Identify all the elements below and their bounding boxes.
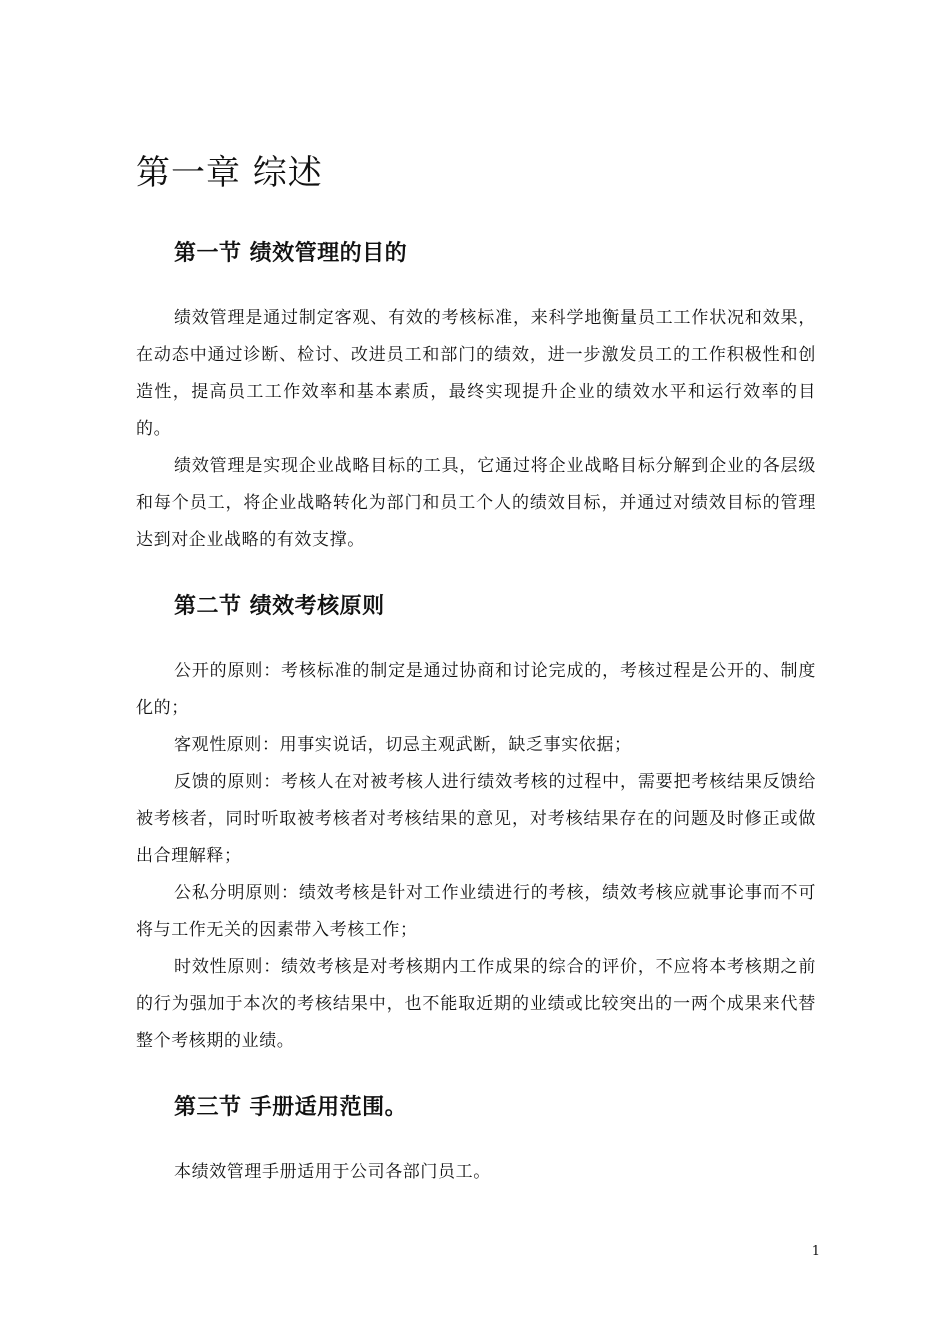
paragraph: 客观性原则：用事实说话，切忌主观武断，缺乏事实依据； bbox=[174, 735, 632, 755]
section-title: 第一节 绩效管理的目的 bbox=[174, 241, 408, 266]
chapter-title: 第一章 综述 bbox=[136, 153, 323, 193]
paragraph: 绩效管理是实现企业战略目标的工具，它通过将企业战略目标分解到企业的各层级和每个员工，将企业战略转化为部门和员工个人的绩效目标，并通过对绩效目标的管理达到对企业战略的有效支撑。 bbox=[136, 456, 816, 550]
paragraph: 公私分明原则：绩效考核是针对工作业绩进行的考核，绩效考核应就事论事而不可将与工作无关的因素带入考核工作； bbox=[136, 883, 816, 940]
paragraph: 绩效管理是通过制定客观、有效的考核标准，来科学地衡量员工工作状况和效果，在动态中通过诊断、检讨、改进员工和部门的绩效，进一步激发员工的工作积极性和创造性，提高员工工作效率和基本素质，最终实现提升企业的绩效水平和运行效率的目的。 bbox=[136, 308, 816, 439]
paragraph: 时效性原则：绩效考核是对考核期内工作成果的综合的评价，不应将本考核期之前的行为强加于本次的考核结果中，也不能取近期的业绩或比较突出的一两个成果来代替整个考核期的业绩。 bbox=[136, 957, 816, 1051]
paragraph: 反馈的原则：考核人在对被考核人进行绩效考核的过程中，需要把考核结果反馈给被考核者，同时听取被考核者对考核结果的意见，对考核结果存在的问题及时修正或做出合理解释； bbox=[136, 772, 816, 866]
paragraph: 本绩效管理手册适用于公司各部门员工。 bbox=[174, 1162, 491, 1182]
section-title: 第二节 绩效考核原则 bbox=[174, 594, 385, 619]
paragraph: 公开的原则：考核标准的制定是通过协商和讨论完成的，考核过程是公开的、制度化的； bbox=[136, 661, 816, 718]
section-title: 第三节 手册适用范围。 bbox=[174, 1095, 408, 1120]
page-number: 1 bbox=[811, 1244, 820, 1259]
